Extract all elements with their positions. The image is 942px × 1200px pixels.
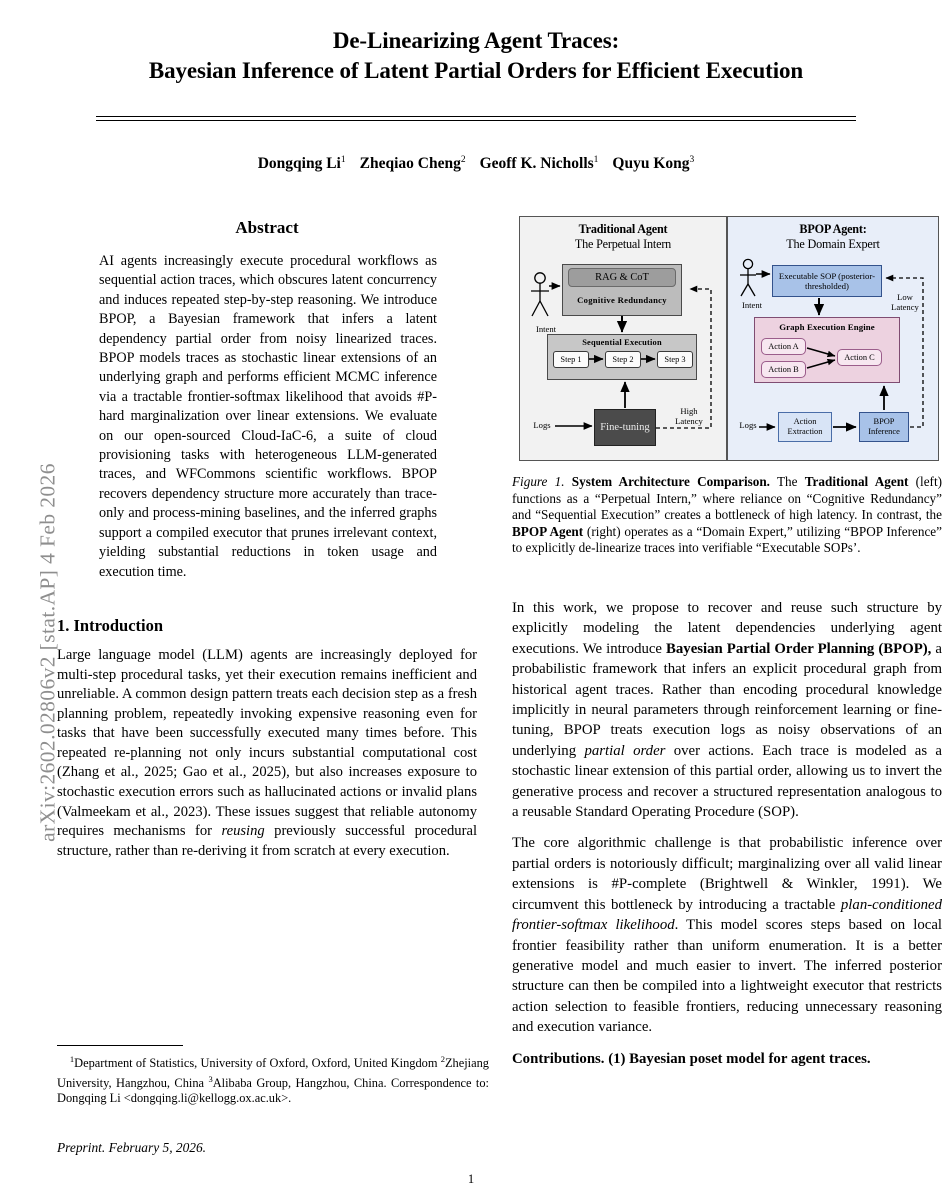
author-list xyxy=(96,155,856,173)
page-title xyxy=(96,26,856,86)
step-2-box: Step 2 xyxy=(605,351,641,368)
right-paragraph-1: In this work, we propose to recover and reuse such structure by explicitly modeling the latent dependencies underlying agent executions. We introduce Bayesian Partial Order Planning (BPOP), a probabilistic framework that infers an explicit procedural graph from historical agent traces. Rather than encoding procedural knowledge implicitly in neural parameters through reinforcement learning or fine-tuning, BPOP treats execution logs as noisy observations of an underlying partial order over actions. Each trace is modeled as a stochastic linear extension of this partial order, allowing us to invert the generative process and recover a structured representation analogous to a reusable Standard Operating Procedure (SOP). xyxy=(512,600,942,821)
high-latency-label: High Latency xyxy=(675,406,703,427)
right-paragraph-2: The core algorithmic challenge is that probabilistic inference over partial orders is notoriously difficult; marginalizing over all valid linear extensions is #P-complete (Brightwell & Winkler, 1991). We circumvent this bottleneck by introducing a tractable plan-conditioned frontier-softmax likelihood. This model scores steps based on local frontier feasibility rather than uniform enumeration. It is a better generative model and much easier to invert. The inferred posterior structure can then be compiled into a lightweight executor that restricts action selection to feasible frontiers, reducing unnecessary reasoning and execution variance. xyxy=(512,835,942,1036)
bpop-intent-label: Intent xyxy=(741,300,763,310)
section-heading-introduction: 1. Introduction xyxy=(57,615,164,635)
action-b-box: Action B xyxy=(761,361,806,378)
abstract-heading: Abstract xyxy=(235,218,299,237)
arxiv-stamp: arXiv:2602.02806v2 [stat.AP] 4 Feb 2026 xyxy=(35,463,60,842)
title-line-1: De-Linearizing Agent Traces: xyxy=(332,28,620,53)
preprint-notice: Preprint. February 5, 2026. xyxy=(57,1140,207,1155)
footnote-divider xyxy=(57,1045,183,1046)
step-3-box: Step 3 xyxy=(657,351,693,368)
graph-execution-engine-label: Graph Execution Engine xyxy=(779,322,875,332)
bpop-agent-subtitle: The Domain Expert xyxy=(786,237,880,251)
author-2: Geoff K. Nicholls$^1$ xyxy=(479,155,599,173)
intro-paragraph-1: Large language model (LLM) agents are increasingly deployed for multi-step procedural tasks, yet their execution remains inefficient and unreliable. A common design pattern treats each decision step as a fresh planning problem, repeatedly invoking expensive reasoning even for tasks that have been successfully executed many times before. This repeated re-planning not only incurs substantial computational cost (Zhang et al., 2025; Gao et al., 2025), but also increases exposure to stochastic execution errors such as hallucinated actions or invalid plans (Valmeekam et al., 2023). These issues suggest that reliable autonomy requires mechanisms for reusing previously successful procedural structure, rather than re-deriving it from scratch at every execution. xyxy=(57,646,477,859)
right-paragraph-contributions: Contributions. (1) Bayesian poset model for agent traces. xyxy=(512,1050,871,1067)
bpop-inference-box: BPOP Inference xyxy=(859,412,909,442)
bpop-agent-title: BPOP Agent: xyxy=(799,222,867,236)
cognitive-redundancy-label: Cognitive Redundancy xyxy=(577,295,667,305)
abstract-text: AI agents increasingly execute procedural workflows as sequential action traces, which obscures latent concurrency and induces repeated step-by-step reasoning. We introduce BPOP, a Bayesian framework that infers a latent dependency partial order from noisy linearized traces. BPOP models traces as stochastic linear extensions of an underlying graph and performs efficient MCMC inference via a tractable frontier-softmax likelihood that avoids #P-hard marginalization over linear extensions. We evaluate on our open-sourced Cloud-IaC-6, a suite of cloud provisioning tasks with heterogeneous LLM-generated traces, and WFCommons scientific workflows. BPOP recovers dependency structure more accurately than trace-only and process-mining baselines, and the inferred graphs support a compiled executor that prunes irrelevant context, yielding substantial reductions in token usage and execution time. xyxy=(99,253,437,580)
figure-1 xyxy=(519,216,939,461)
left-column xyxy=(57,210,477,872)
right-column xyxy=(512,598,942,1069)
traditional-logs-label: Logs xyxy=(533,420,551,430)
title-line-2: Bayesian Inference of Latent Partial Orders for Efficient Execution xyxy=(148,58,804,83)
bpop-logs-label: Logs xyxy=(739,420,757,430)
rag-cot-box: RAG & CoT xyxy=(568,268,676,287)
page-number: 1 xyxy=(467,1172,475,1186)
fine-tuning-box: Fine-tuning xyxy=(594,409,656,446)
executable-sop-box: Executable SOP (posterior-thresholded) xyxy=(772,265,882,297)
action-a-box: Action A xyxy=(761,338,806,355)
figure-caption: Figure 1. System Architecture Comparison. The Traditional Agent (left) functions as a “Perpetual Intern,” where reliance on “Cognitive Redundancy” and “Sequential Execution” creates a bottleneck of high latency. In contrast, the BPOP Agent (right) operates as a “Domain Expert,” utilizing “BPOP Inference” to explicitly de-linearize traces into verifiable “Executable SOPs’. xyxy=(512,474,942,556)
sequential-execution-label: Sequential Execution xyxy=(582,338,662,347)
traditional-intent-label: Intent xyxy=(535,324,557,334)
title-rule-top xyxy=(96,116,856,117)
action-c-box: Action C xyxy=(837,349,882,366)
action-extraction-box: Action Extraction xyxy=(778,412,832,442)
step-1-box: Step 1 xyxy=(553,351,589,368)
footnote-affiliations: $^1$Department of Statistics, University of Oxford, Oxford, United Kingdom $^2$Zhejiang University, Hangzhou, China $^3$Alibaba Group, Hangzhou, China. Correspondence to: Dongqing Li <dongqing.li@kellogg.ox.ac.uk>. xyxy=(57,1054,490,1106)
figure-caption-label: Figure 1. xyxy=(512,474,565,489)
title-rule-bottom xyxy=(96,120,856,121)
author-0: Dongqing Li$^1$ xyxy=(257,155,346,173)
author-1: Zheqiao Cheng$^2$ xyxy=(359,155,466,173)
author-3: Quyu Kong$^3$ xyxy=(612,155,695,173)
traditional-agent-title: Traditional Agent xyxy=(578,222,668,236)
traditional-agent-subtitle: The Perpetual Intern xyxy=(574,237,672,251)
low-latency-label: Low Latency xyxy=(891,292,919,313)
